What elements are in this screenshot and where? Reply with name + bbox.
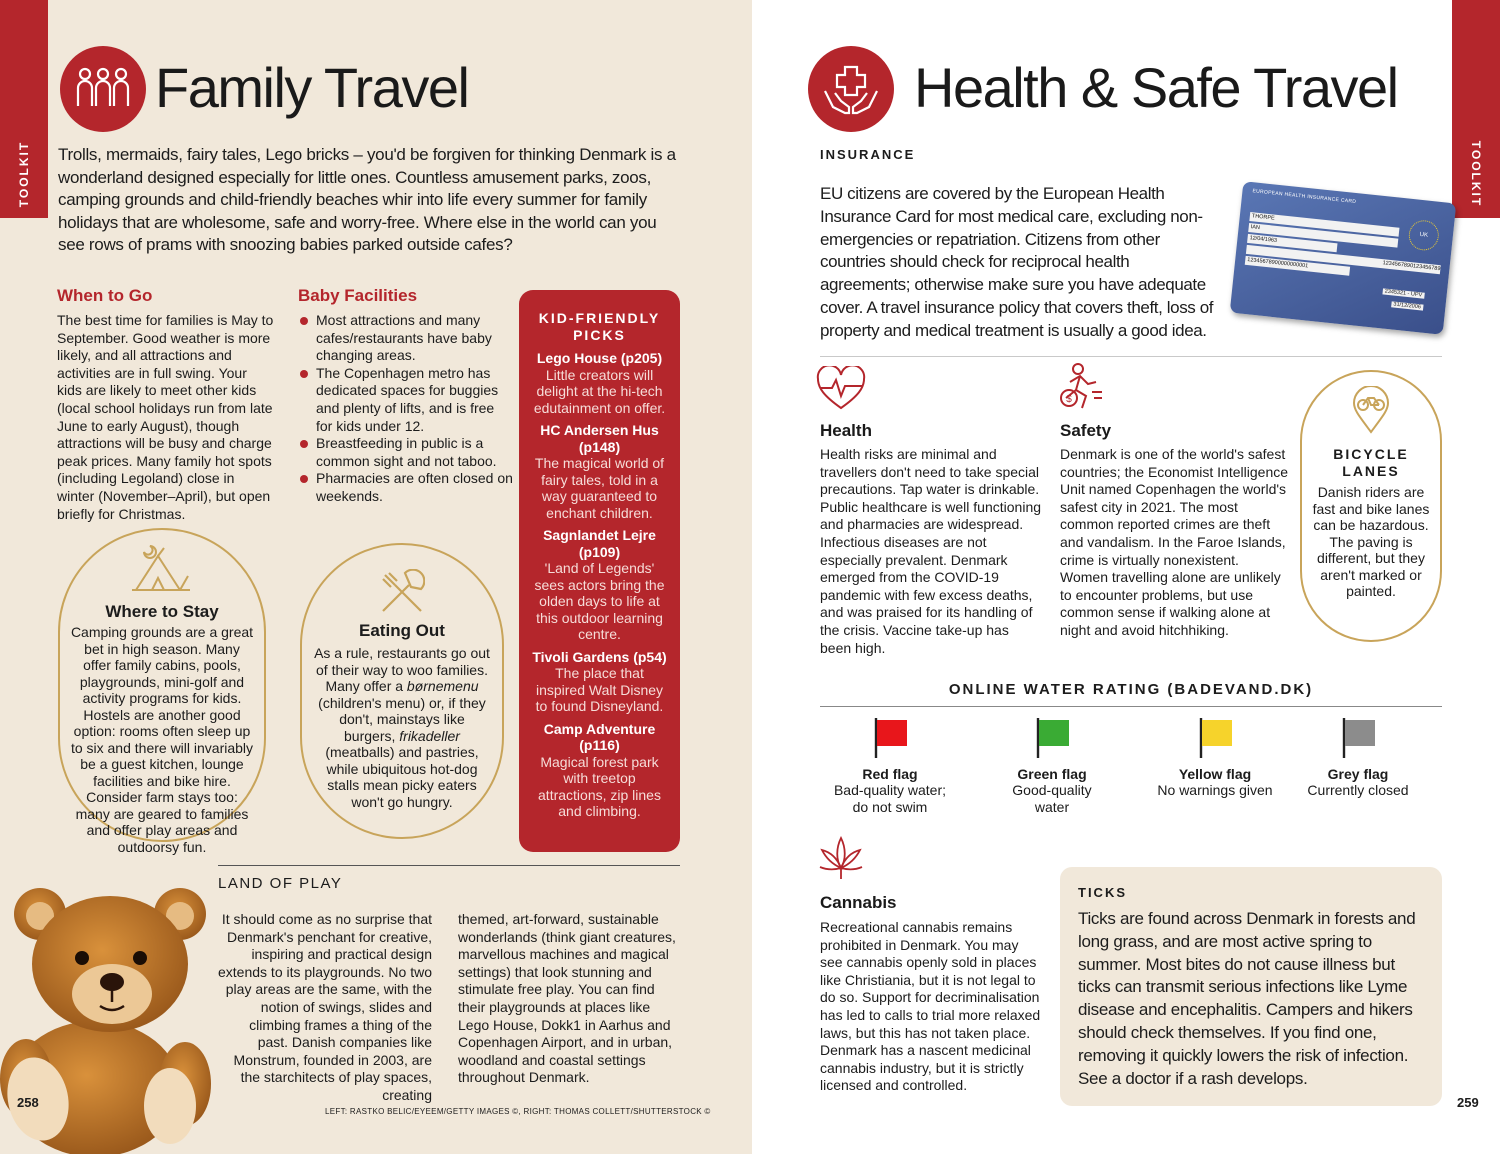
toolkit-tab-left: TOOLKIT bbox=[0, 130, 48, 218]
top-red-strip bbox=[0, 0, 48, 130]
land-col2: themed, art-forward, sustainable wonderlands (think giant creatures, marvellous machines and magical settings) that look stunning and stimulate free play. You can find their playgrounds at places like Lego House, Dokk1 in Aarhus and Copenhagen Airport, and in urban, woodland and coastal settings throughout Denmark. bbox=[458, 911, 676, 1086]
heart-pulse-icon bbox=[816, 366, 866, 410]
ticks-heading: TICKS bbox=[1078, 885, 1127, 900]
photo-credit: LEFT: RASTKO BELIC/EYEEM/GETTY IMAGES ©, RIGHT: THOMAS COLLETT/SHUTTERSTOCK © bbox=[325, 1107, 711, 1116]
baby-list bbox=[298, 312, 514, 506]
where-to-stay-pill bbox=[58, 528, 266, 855]
when-text: The best time for families is May to September. Good weather is more likely, and all attractions and activities are in full swing. Your kids are likely to meet other kids (local school holidays run from late June to early August), though attractions will be busy and charge peak prices. Many family hot spots (including Legoland) close in winter (November–April), but open briefly for Christmas. bbox=[57, 312, 274, 522]
tent-icon bbox=[130, 544, 194, 594]
cannabis-text: Recreational cannabis remains prohibited in Denmark. You may see cannabis openly sold in places like Christiania, but it is not legal to do so. Support for decriminalisation has led to calls to trial more relaxed laws, but this has not taken place. Denmark has a nascent medicinal cannabis industry, but it is strictly licensed and controlled. bbox=[820, 919, 1041, 1094]
when-heading: When to Go bbox=[57, 286, 153, 305]
kid-friendly-title: KID-FRIENDLY PICKS bbox=[538, 310, 661, 343]
card-field: THORPE bbox=[1249, 212, 1399, 237]
land-col1: It should come as no surprise that Denmark's penchant for creative, inspiring and practical design extends to its playgrounds. No two play areas are the same, with the notion of swings, slides and climbing frames a thing of the past. Danish companies like Monstrum, founded in 2003, are the starchitects of play spaces, creating bbox=[218, 911, 433, 1103]
card-title: EUROPEAN HEALTH INSURANCE CARD bbox=[1252, 188, 1357, 206]
bicycle-heading: BICYCLE LANES bbox=[1333, 446, 1409, 479]
eat-text: As a rule, restaurants go out of their way to woo families. Many offer a børnemenu (children's menu) or, if they don't, mainstays like burgers, frikadeller (meatballs) and pastries, while ubiquitous hot-dog stalls mean picky eaters won't go hungry. bbox=[314, 645, 490, 810]
red-flag-icon bbox=[870, 716, 910, 760]
pick-name: HC Andersen Hus (p148) bbox=[540, 422, 659, 455]
pick-desc: Magical forest park with treetop attractions, zip lines and climbing. bbox=[538, 753, 661, 819]
insurance-rule bbox=[820, 356, 1442, 357]
flag-desc: Currently closed bbox=[1307, 782, 1409, 798]
flag-item-grey bbox=[1290, 716, 1426, 799]
safety-text: Denmark is one of the world's safest countries; the Economist Intelligence Unit named Copenhagen the world's safest city in 2021. The most common reported crimes are theft and vandalism. In the Faroe Islands, crime is virtually nonexistent. Women travelling alone are unlikely to encounter problems, but use common sense if walking alone at night and avoid hitchhiking. bbox=[1060, 446, 1289, 638]
flag-label: Grey flag bbox=[1327, 766, 1389, 782]
flag-item-yellow bbox=[1147, 716, 1283, 799]
flag-label: Yellow flag bbox=[1178, 766, 1252, 782]
water-rule bbox=[820, 706, 1442, 707]
pick-name: Camp Adventure (p116) bbox=[543, 720, 656, 753]
flag-cloth bbox=[1039, 720, 1069, 746]
page-number-right: 259 bbox=[1457, 1095, 1479, 1110]
pick-desc: The place that inspired Walt Disney to found Disneyland. bbox=[535, 665, 664, 714]
flag-desc: Bad-quality water; do not swim bbox=[833, 782, 947, 815]
page-title-left: Family Travel bbox=[155, 56, 469, 119]
flag-label: Red flag bbox=[862, 766, 918, 782]
health-text: Health risks are minimal and travellers don't need to take special precautions. Tap water is drinkable. Public healthcare is well functioning and pharmacies are widespread. Infectious diseases are not especially prevalent. Denmark emerged from the COVID-19 pandemic with few excess deaths, and was praised for its handling of the crisis. Vaccine take-up has been high. bbox=[820, 446, 1042, 656]
list-item: Most attractions and many cafes/restaurants have baby changing areas. bbox=[298, 312, 514, 365]
health-heading: Health bbox=[820, 421, 872, 440]
bicycle-text: Danish riders are fast and bike lanes can be hazardous. The paving is different, but they aren't marked or painted. bbox=[1312, 484, 1430, 599]
flag-cloth bbox=[877, 720, 907, 746]
page-title-right: Health & Safe Travel bbox=[914, 56, 1398, 119]
card-field: 2345321 - UPV bbox=[1384, 288, 1423, 299]
card-field: 1234567890123456789 bbox=[1246, 245, 1441, 274]
eat-heading: Eating Out bbox=[359, 621, 445, 640]
card-field: 12345678900000000001 bbox=[1245, 256, 1350, 276]
yellow-flag-icon bbox=[1195, 716, 1235, 760]
card-field: IAN bbox=[1248, 223, 1398, 248]
pick-desc: 'Land of Legends' sees actors bring the olden days to life at this outdoor learning centre. bbox=[534, 560, 665, 642]
toolkit-tab-right: TOOLKIT bbox=[1452, 130, 1500, 218]
pick-name: Lego House (p205) bbox=[536, 350, 663, 366]
intro-paragraph: Trolls, mermaids, fairy tales, Lego bricks – you'd be forgiven for thinking Denmark is a wonderland designed especially for little ones. Countless amusement parks, zoos, camping grounds and child-friendly beaches whir into life every summer for family holidays that are wholesome, safe and worry-free. Where else in the world can you see rows of prams with snoozing babies parked outside cafes? bbox=[58, 145, 676, 255]
pick-name: Tivoli Gardens (p54) bbox=[532, 648, 667, 665]
ticks-text: Ticks are found across Denmark in forests and long grass, and are most active spring to summer. Most bites do not cause illness but ticks can transmit serious infections like Lyme disease and encephalitis. Campers and hikers should check themselves. If you find one, removing it quickly lowers the risk of infection. See a doctor if a rash develops. bbox=[1078, 909, 1416, 1088]
ticks-box bbox=[1060, 867, 1442, 1106]
pick-desc: Little creators will delight at the hi-tech edutainment on offer. bbox=[533, 366, 666, 416]
card-field: 31/12/2006 bbox=[1393, 301, 1422, 311]
land-heading: LAND OF PLAY bbox=[218, 875, 343, 892]
card-field: 12/04/1963 bbox=[1247, 234, 1337, 252]
flag-cloth bbox=[1345, 720, 1375, 746]
bicycle-lanes-pill bbox=[1300, 370, 1442, 642]
fork-knife-icon bbox=[379, 569, 425, 615]
flag-label: Green flag bbox=[1017, 766, 1087, 782]
health-insurance-card-image bbox=[1230, 181, 1457, 335]
stay-text: Camping grounds are a great bet in high season. Many offer family cabins, pools, playgrounds, mini-golf and activity programs for kids. Hostels are another good option: rooms often sleep up to six and there will invariably be a guest kitchen, lounge facilities and bike hire. Consider farm stays too: many are geared to families and offer play areas and outdoorsy fun. bbox=[70, 624, 254, 855]
insurance-heading: INSURANCE bbox=[820, 147, 916, 162]
top-red-strip-right bbox=[1452, 0, 1500, 130]
water-heading: ONLINE WATER RATING (BADEVAND.DK) bbox=[948, 681, 1314, 698]
page-number-left: 258 bbox=[17, 1095, 39, 1110]
bicycle-pin-icon bbox=[1351, 386, 1391, 434]
insurance-text: EU citizens are covered by the European Health Insurance Card for most medical care, excluding non-emergencies or repatriation. Citizens from other countries should check for reciprocal health agreements; otherwise make sure you have adequate cover. A travel insurance policy that covers theft, loss of property and medical treatment is usually a good idea. bbox=[820, 184, 1214, 340]
kid-friendly-box bbox=[519, 290, 680, 852]
grey-flag-icon bbox=[1338, 716, 1378, 760]
land-rule bbox=[218, 865, 680, 866]
baby-heading: Baby Facilities bbox=[298, 286, 418, 305]
eating-out-pill bbox=[300, 543, 504, 839]
safety-heading: Safety bbox=[1060, 421, 1112, 440]
flag-item-green bbox=[984, 716, 1120, 816]
flag-item-red bbox=[822, 716, 958, 816]
pick-name: Sagnlandet Lejre (p109) bbox=[543, 527, 656, 560]
family-icon bbox=[60, 46, 146, 132]
flag-desc: Good-quality water bbox=[1012, 782, 1092, 815]
stay-heading: Where to Stay bbox=[105, 602, 219, 621]
safety-runner-icon bbox=[1056, 362, 1106, 412]
svg-text:$: $ bbox=[1066, 394, 1072, 405]
green-flag-icon bbox=[1032, 716, 1072, 760]
flag-desc: No warnings given bbox=[1157, 782, 1273, 798]
right-page bbox=[752, 0, 1500, 1154]
health-icon bbox=[808, 46, 894, 132]
flag-cloth bbox=[1202, 720, 1232, 746]
cannabis-leaf-icon bbox=[818, 836, 864, 880]
teddy-bear-image bbox=[0, 884, 215, 1154]
cannabis-heading: Cannabis bbox=[820, 893, 897, 912]
list-item: Pharmacies are often closed on weekends. bbox=[298, 470, 514, 505]
list-item: The Copenhagen metro has dedicated spaces for buggies and plenty of lifts, and is free for kids under 12. bbox=[298, 365, 514, 435]
eu-stars-icon: UK bbox=[1407, 219, 1440, 252]
pick-desc: The magical world of fairy tales, told in a way guaranteed to enchant children. bbox=[534, 455, 665, 521]
list-item: Breastfeeding in public is a common sight and not taboo. bbox=[298, 435, 514, 470]
